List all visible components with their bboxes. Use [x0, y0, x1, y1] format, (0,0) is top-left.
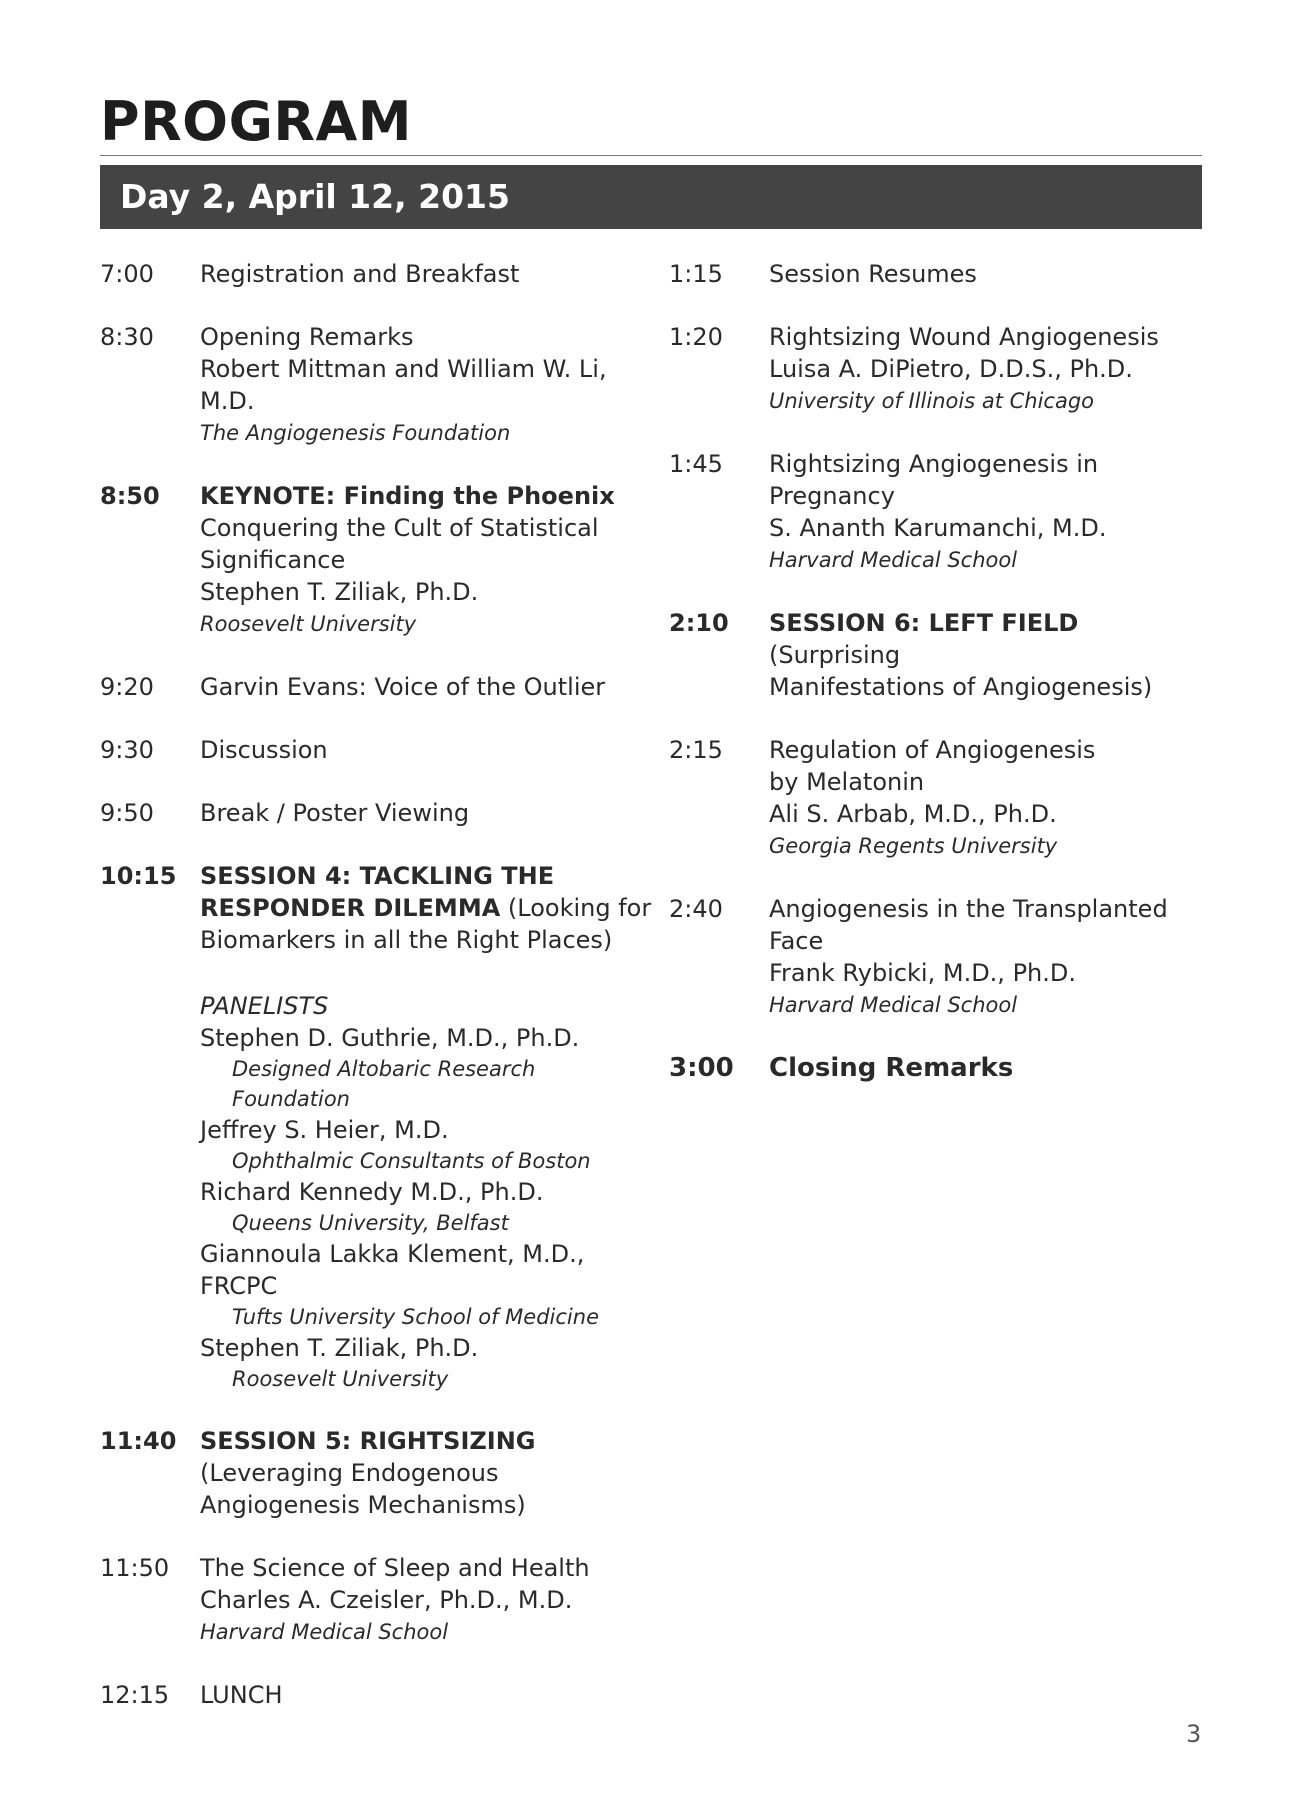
schedule-entry-0300: [669, 1052, 1209, 1084]
panelist-affiliation: Tufts University School of Medicine: [232, 1305, 599, 1329]
schedule-entry-0240: [669, 893, 1209, 1021]
page-number: 3: [1186, 1720, 1202, 1748]
entry-speaker: Luisa A. DiPietro, D.D.S., Ph.D.: [769, 355, 1133, 383]
schedule-entry-0700: [100, 258, 660, 290]
schedule-entry-0115: [669, 258, 1209, 290]
entry-time: 1:15: [669, 260, 723, 288]
entry-speaker: Stephen T. Ziliak, Ph.D.: [200, 578, 479, 606]
entry-title-bold: SESSION 6: LEFT FIELD: [769, 609, 1079, 637]
entry-affiliation: Harvard Medical School: [769, 993, 1018, 1017]
entry-title: by Melatonin: [769, 768, 925, 796]
entry-title: Discussion: [200, 736, 328, 764]
schedule-entry-1150: [100, 1552, 660, 1648]
entry-time: 9:30: [100, 736, 154, 764]
schedule-entry-0215: [669, 734, 1209, 862]
entry-affiliation: Roosevelt University: [200, 612, 417, 636]
entry-time: 9:50: [100, 799, 154, 827]
entry-title-bold: RESPONDER DILEMMA: [200, 894, 501, 922]
entry-affiliation: Harvard Medical School: [769, 548, 1018, 572]
panelist-affiliation: Designed Altobaric Research: [232, 1057, 536, 1081]
schedule-entry-0830: [100, 321, 660, 449]
entry-affiliation: University of Illinois at Chicago: [769, 389, 1095, 413]
panelist-name: Richard Kennedy M.D., Ph.D.: [200, 1178, 544, 1206]
schedule-entry-0930: [100, 734, 660, 766]
entry-title: Regulation of Angiogenesis: [769, 736, 1096, 764]
entry-title: Closing Remarks: [769, 1053, 1014, 1083]
entry-time: 11:50: [100, 1554, 170, 1582]
entry-subtitle: (Leveraging Endogenous: [200, 1459, 499, 1487]
entry-title-line: [769, 607, 1209, 671]
entry-subtitle: Significance: [200, 546, 346, 574]
panelist-affiliation: Queens University, Belfast: [232, 1211, 509, 1235]
schedule-left-column: [100, 258, 660, 1742]
schedule-entry-0210: [669, 607, 1209, 703]
panelist-affiliation: Ophthalmic Consultants of Boston: [232, 1149, 591, 1173]
entry-time: 2:15: [669, 736, 723, 764]
schedule-entry-0920: [100, 671, 660, 703]
panelist-name: Stephen D. Guthrie, M.D., Ph.D.: [200, 1024, 580, 1052]
entry-title: SESSION 4: TACKLING THE: [200, 862, 555, 890]
entry-title-rest: (Looking for: [500, 894, 652, 922]
entry-time: 12:15: [100, 1681, 170, 1709]
schedule-entry-0850: [100, 480, 660, 640]
entry-subtitle: Conquering the Cult of Statistical: [200, 514, 599, 542]
entry-subtitle: Biomarkers in all the Right Places): [200, 926, 613, 954]
schedule-entry-1140: [100, 1425, 660, 1521]
entry-speaker: Robert Mittman and William W. Li, M.D.: [200, 355, 607, 415]
entry-title: Registration and Breakfast: [200, 260, 520, 288]
entry-title: Rightsizing Angiogenesis in Pregnancy: [769, 450, 1099, 510]
schedule-right-column: [669, 258, 1209, 1115]
schedule-entry-0120: [669, 321, 1209, 417]
panelist-name: Jeffrey S. Heier, M.D.: [200, 1116, 449, 1144]
entry-affiliation: Harvard Medical School: [200, 1620, 449, 1644]
schedule-entry-0145: [669, 448, 1209, 576]
entry-title: Rightsizing Wound Angiogenesis: [769, 323, 1159, 351]
entry-time: 11:40: [100, 1427, 177, 1455]
entry-time: 10:15: [100, 862, 177, 890]
entry-speaker: Frank Rybicki, M.D., Ph.D.: [769, 959, 1076, 987]
schedule-entry-1015: [100, 860, 660, 1394]
entry-affiliation: The Angiogenesis Foundation: [200, 421, 511, 445]
entry-title: KEYNOTE: Finding the Phoenix: [200, 482, 615, 510]
entry-affiliation: Georgia Regents University: [769, 834, 1058, 858]
entry-title: The Science of Sleep and Health: [200, 1554, 590, 1582]
title-divider: [100, 155, 1202, 156]
panelists-label: PANELISTS: [200, 992, 329, 1020]
entry-title: Session Resumes: [769, 260, 977, 288]
entry-time: 1:20: [669, 323, 723, 351]
entry-time: 9:20: [100, 673, 154, 701]
schedule-entry-0950: [100, 797, 660, 829]
entry-speaker: Charles A. Czeisler, Ph.D., M.D.: [200, 1586, 573, 1614]
day-heading-band: [100, 165, 1202, 229]
entry-time: 1:45: [669, 450, 723, 478]
entry-speaker: Ali S. Arbab, M.D., Ph.D.: [769, 800, 1057, 828]
schedule-entry-1215: [100, 1679, 660, 1711]
panelist-affiliation: Foundation: [232, 1087, 350, 1111]
entry-time: 2:10: [669, 609, 729, 637]
entry-time: 2:40: [669, 895, 723, 923]
entry-time: 3:00: [669, 1053, 734, 1083]
entry-time: 7:00: [100, 260, 154, 288]
panelist-name: Stephen T. Ziliak, Ph.D.: [200, 1334, 479, 1362]
panelist-name: Giannoula Lakka Klement, M.D., FRCPC: [200, 1240, 585, 1300]
entry-speaker: S. Ananth Karumanchi, M.D.: [769, 514, 1107, 542]
entry-title: Break / Poster Viewing: [200, 799, 470, 827]
entry-title: Opening Remarks: [200, 323, 414, 351]
entry-title: Garvin Evans: Voice of the Outlier: [200, 673, 606, 701]
entry-time: 8:50: [100, 482, 160, 510]
panelist-affiliation: Roosevelt University: [232, 1367, 449, 1391]
day-heading: Day 2, April 12, 2015: [120, 177, 510, 216]
entry-title: Angiogenesis in the Transplanted Face: [769, 895, 1168, 955]
entry-title: SESSION 5: RIGHTSIZING: [200, 1427, 536, 1455]
entry-subtitle: Angiogenesis Mechanisms): [200, 1491, 526, 1519]
page-title: PROGRAM: [100, 90, 412, 153]
entry-title: LUNCH: [200, 1681, 283, 1709]
entry-title-rest: (Surprising: [769, 641, 901, 669]
entry-time: 8:30: [100, 323, 154, 351]
entry-subtitle: Manifestations of Angiogenesis): [769, 673, 1153, 701]
entry-title-line: [200, 892, 660, 924]
